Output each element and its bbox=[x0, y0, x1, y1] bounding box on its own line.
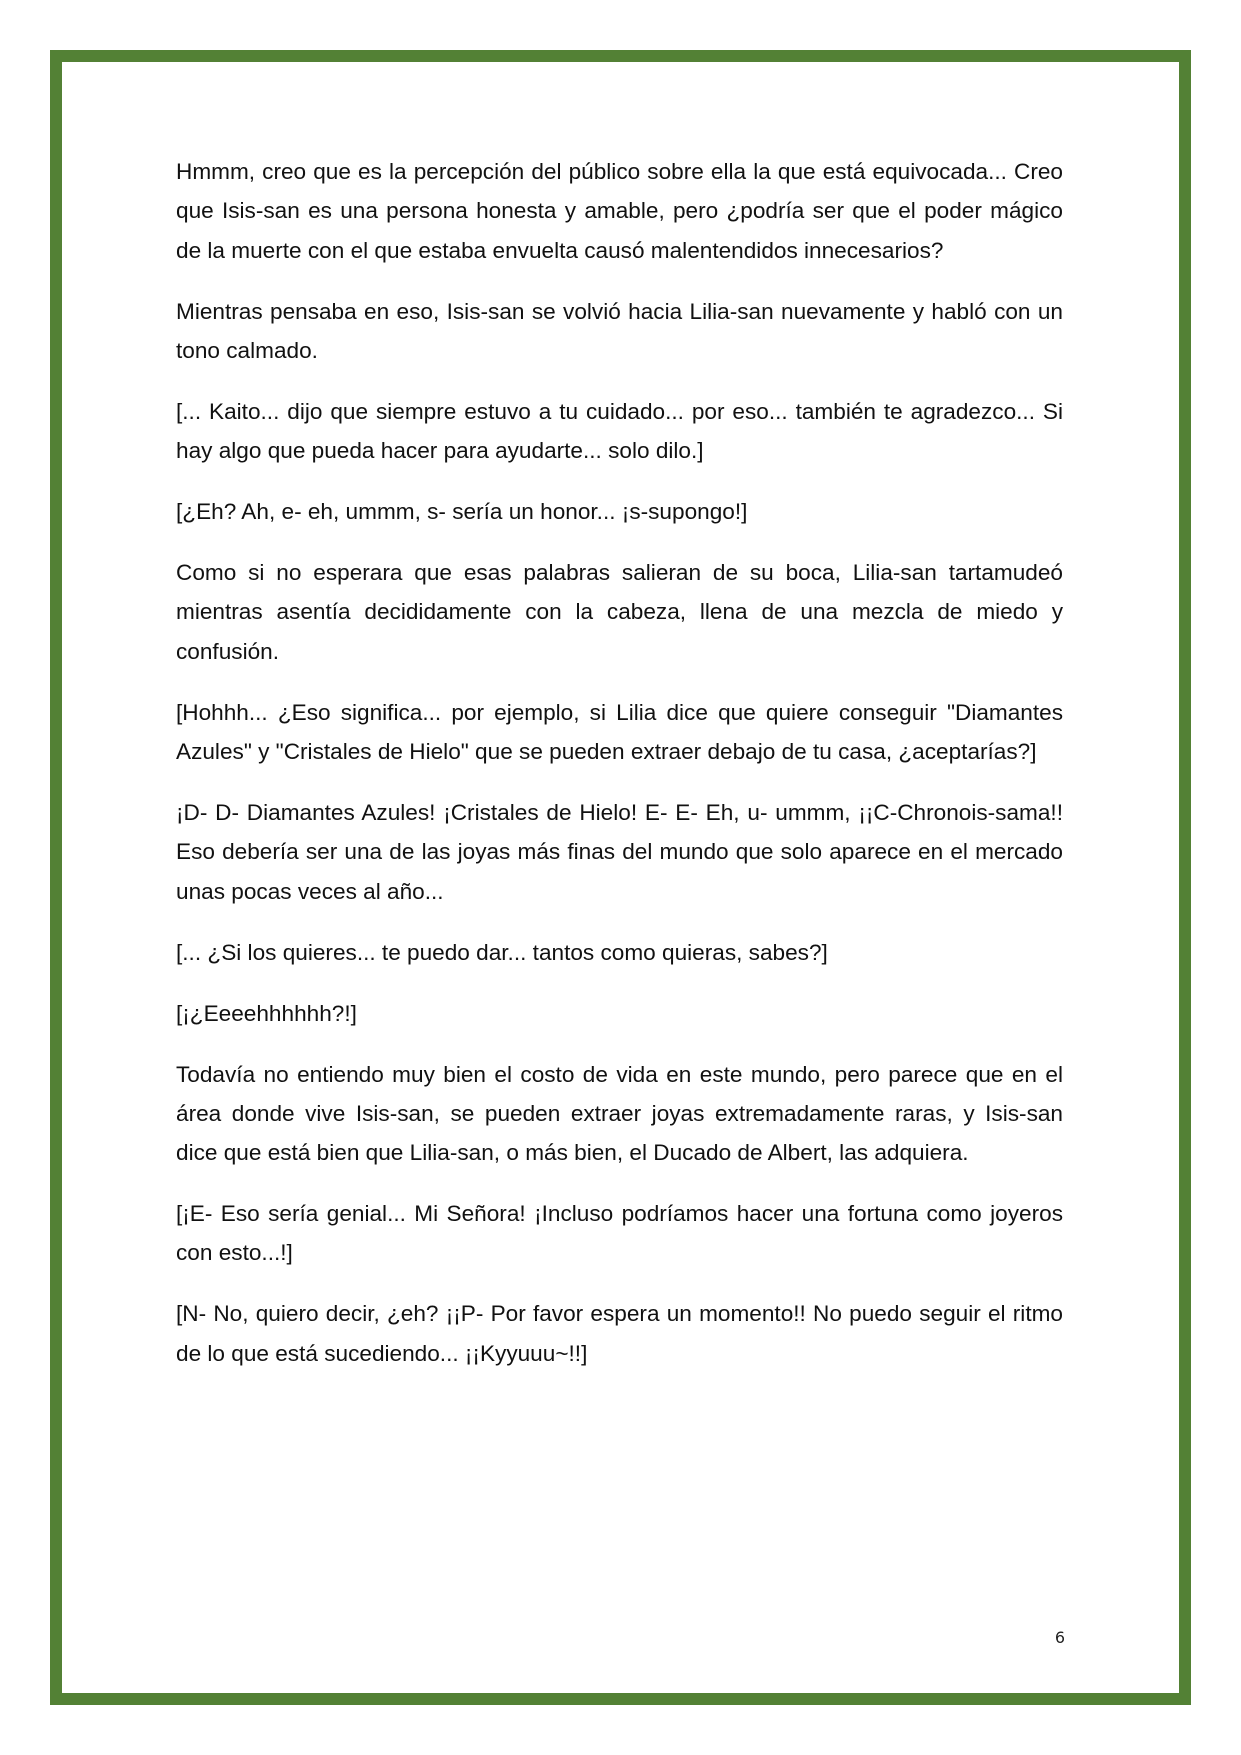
paragraph: [... ¿Si los quieres... te puedo dar... tantos como quieras, sabes?] bbox=[176, 939, 828, 965]
page-number: 6 bbox=[1054, 1628, 1066, 1647]
paragraph: ¡D- D- Diamantes Azules! ¡Cristales de Hielo! E- E- Eh, u- ummm, ¡¡C-Chronois-sama!! Eso debería ser una de las joyas más finas del mundo que solo aparece en el mercado unas pocas veces al año... bbox=[176, 799, 1063, 904]
document-body bbox=[176, 152, 1063, 1395]
paragraph: [¿Eh? Ah, e- eh, ummm, s- sería un honor... ¡s-supongo!] bbox=[176, 499, 748, 525]
paragraph: Hmmm, creo que es la percepción del público sobre ella la que está equivocada... Creo que Isis-san es una persona honesta y amable, pero ¿podría ser que el poder mágico de la muerte con el que estaba envuelta causó malentendidos innecesarios? bbox=[176, 159, 1063, 263]
paragraph: [N- No, quiero decir, ¿eh? ¡¡P- Por favor espera un momento!! No puedo seguir el ritmo de lo que está sucediendo... ¡¡Kyyuuu~!!] bbox=[176, 1301, 1063, 1366]
paragraph: Mientras pensaba en eso, Isis-san se volvió hacia Lilia-san nuevamente y habló con un tono calmado. bbox=[176, 298, 1063, 363]
paragraph: [¡E- Eso sería genial... Mi Señora! ¡Incluso podríamos hacer una fortuna como joyeros con esto...!] bbox=[176, 1201, 1063, 1266]
paragraph: [Hohhh... ¿Eso significa... por ejemplo, si Lilia dice que quiere conseguir "Diamantes Azules" y "Cristales de Hielo" que se pueden extraer debajo de tu casa, ¿aceptarías?] bbox=[176, 699, 1063, 764]
paragraph: [¡¿Eeeehhhhhh?!] bbox=[176, 1000, 357, 1026]
paragraph: [... Kaito... dijo que siempre estuvo a tu cuidado... por eso... también te agradezco... Si hay algo que pueda hacer para ayudarte... solo dilo.] bbox=[176, 398, 1063, 464]
paragraph: Todavía no entiendo muy bien el costo de vida en este mundo, pero parece que en el área donde vive Isis-san, se pueden extraer joyas extremadamente raras, y Isis-san dice que está bien que Lilia-san, o más bien, el Ducado de Albert, las adquiera. bbox=[176, 1061, 1063, 1166]
paragraph: Como si no esperara que esas palabras salieran de su boca, Lilia-san tartamudeó mientras asentía decididamente con la cabeza, llena de una mezcla de miedo y confusión. bbox=[176, 560, 1063, 664]
